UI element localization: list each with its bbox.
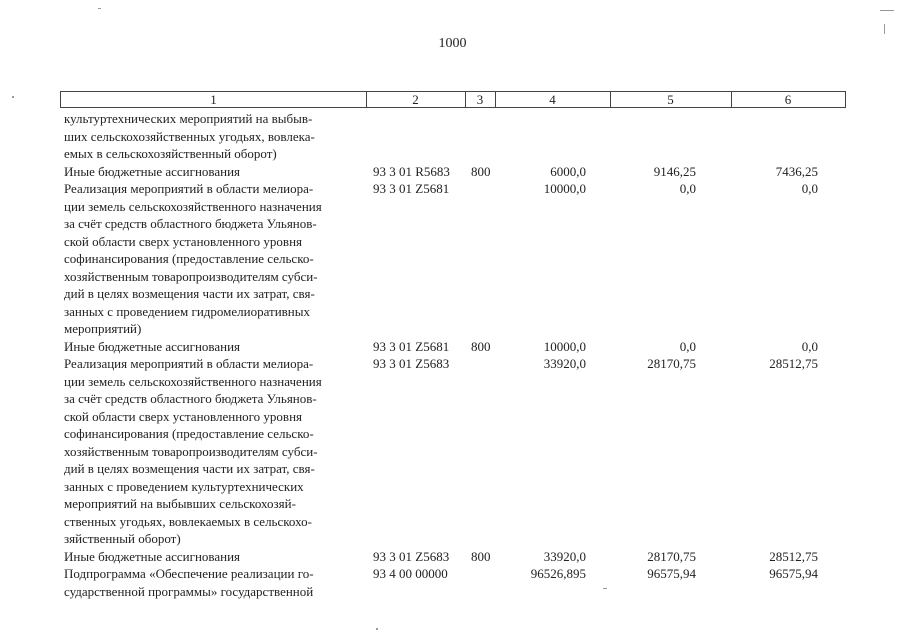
amount-col-5: 96575,94 — [647, 566, 696, 581]
row-description — [64, 548, 360, 566]
header-col-6: 6 — [784, 92, 792, 107]
page-number: 1000 — [438, 36, 467, 51]
amount-col-5: 28170,75 — [647, 356, 696, 371]
amount-col-6: 96575,94 — [769, 566, 818, 581]
description-line: Реализация мероприятий в области мелиора- — [64, 181, 314, 196]
scan-artifact — [376, 628, 378, 630]
scan-artifact — [880, 10, 894, 11]
description-line: хозяйственным товаропроизводителям субси- — [64, 268, 318, 284]
amount-col-5: 0,0 — [679, 181, 696, 196]
description-line: ции земель сельскохозяйственного назначения — [64, 198, 322, 214]
description-line: софинансирования (предоставление сельско- — [64, 251, 314, 266]
table-header — [60, 91, 846, 108]
description-line: емых в сельскохозяйственный оборот) — [64, 146, 277, 161]
description-line: зяйственный оборот) — [64, 531, 181, 546]
description-line: за счёт средств областного бюджета Ульянов- — [64, 216, 317, 231]
description-line: ской области сверх установленного уровня — [64, 233, 302, 249]
description-line: ции земель сельскохозяйственного назначения — [64, 373, 322, 389]
description-line: мероприятий) — [64, 321, 142, 336]
row-description — [64, 180, 360, 338]
description-line: Реализация мероприятий в области мелиора- — [64, 356, 314, 371]
amount-col-4: 6000,0 — [550, 163, 586, 179]
description-line: ской области сверх установленного уровня — [64, 408, 302, 424]
amount-col-5: 0,0 — [679, 338, 696, 354]
header-col-3: 3 — [476, 92, 484, 107]
description-line: занных с проведением культуртехнических — [64, 478, 304, 494]
amount-col-5: 9146,25 — [653, 163, 696, 179]
amount-col-4: 96526,895 — [530, 566, 586, 581]
amount-col-6: 0,0 — [801, 338, 818, 354]
amount-col-6: 0,0 — [801, 181, 818, 196]
budget-code: 93 3 01 R5683 — [373, 163, 450, 179]
row-description — [64, 338, 360, 356]
budget-code: 93 3 01 Z5681 — [373, 181, 450, 196]
description-line: софинансирования (предоставление сельско- — [64, 426, 314, 441]
expense-type: 800 — [471, 548, 491, 564]
description-line: хозяйственным товаропроизводителям субси- — [64, 443, 318, 459]
scan-artifact — [12, 96, 14, 98]
amount-col-6: 7436,25 — [775, 163, 818, 179]
budget-code: 93 3 01 Z5683 — [373, 548, 450, 564]
header-col-4: 4 — [549, 92, 556, 107]
expense-type: 800 — [471, 163, 491, 179]
description-line: за счёт средств областного бюджета Ульянов- — [64, 391, 317, 406]
amount-col-6: 28512,75 — [769, 356, 818, 371]
budget-code: 93 3 01 Z5683 — [373, 356, 450, 371]
header-col-1: 1 — [210, 92, 217, 107]
amount-col-6: 28512,75 — [769, 548, 818, 564]
row-description — [64, 565, 360, 600]
scan-artifact — [884, 24, 885, 34]
description-line: Иные бюджетные ассигнования — [64, 338, 241, 354]
description-line: ших сельскохозяйственных угодьях, вовлека- — [64, 128, 315, 144]
row-description — [64, 110, 360, 163]
amount-col-4: 10000,0 — [543, 181, 586, 196]
scan-artifact — [98, 8, 101, 9]
amount-col-5: 28170,75 — [647, 548, 696, 564]
description-line: Иные бюджетные ассигнования — [64, 548, 241, 564]
scan-artifact — [603, 588, 607, 589]
expense-type: 800 — [471, 338, 491, 354]
description-line: сударственной программы» государственной — [64, 583, 314, 599]
budget-code: 93 3 01 Z5681 — [373, 338, 450, 354]
amount-col-4: 10000,0 — [543, 338, 586, 354]
description-line: дий в целях возмещения части их затрат, свя- — [64, 461, 315, 476]
description-line: занных с проведением гидромелиоративных — [64, 303, 310, 319]
description-line: дий в целях возмещения части их затрат, свя- — [64, 286, 315, 301]
description-line: культуртехнических мероприятий на выбыв- — [64, 111, 313, 126]
amount-col-4: 33920,0 — [543, 356, 586, 371]
description-line: Подпрограмма «Обеспечение реализации го- — [64, 566, 314, 581]
description-line: мероприятий на выбывших сельскохозяй- — [64, 496, 296, 511]
description-line: ственных угодьях, вовлекаемых в сельскохо- — [64, 513, 312, 529]
row-description — [64, 163, 360, 181]
header-col-5: 5 — [667, 92, 674, 107]
budget-code: 93 4 00 00000 — [373, 566, 448, 581]
row-description — [64, 355, 360, 548]
header-col-2: 2 — [412, 92, 419, 107]
description-line: Иные бюджетные ассигнования — [64, 163, 241, 179]
amount-col-4: 33920,0 — [543, 548, 586, 564]
